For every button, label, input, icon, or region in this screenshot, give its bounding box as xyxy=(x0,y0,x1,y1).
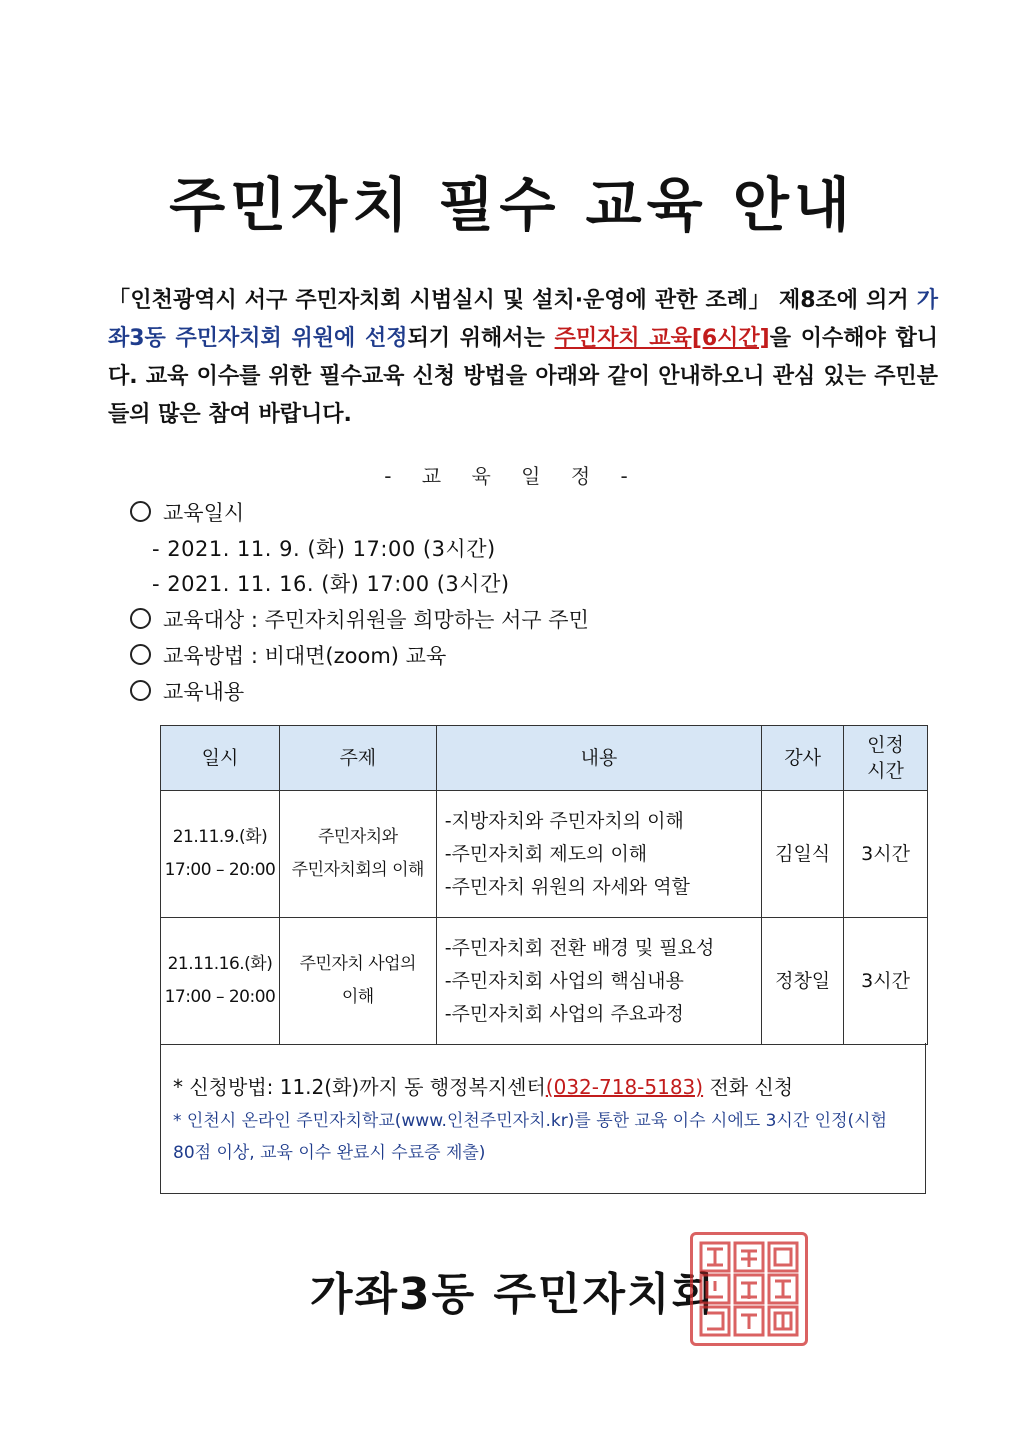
table-row xyxy=(161,918,928,1045)
row-hours: 3시간 xyxy=(844,791,928,918)
table-header-row xyxy=(161,726,928,791)
circle-bullet-icon xyxy=(130,644,151,665)
item-method-text: 교육방법 : 비대면(zoom) 교육 xyxy=(163,644,447,668)
date-line-2: - 2021. 11. 16. (화) 17:00 (3시간) xyxy=(152,572,510,596)
intro-highlight-blue: 가좌3동 주민자치회 위원에 선정 xyxy=(108,288,938,351)
header-topic: 주제 xyxy=(279,726,436,791)
date-line: 21.11.16.(화) xyxy=(167,954,273,974)
online-note: * 인천시 온라인 주민자치학교(www.인천주민자치.kr)를 통한 교육 이수 시에도 3시간 인정(시험 80점 이상, 교육 이수 완료시 수료증 제출) xyxy=(173,1111,887,1163)
date-line: 21.11.9.(화) xyxy=(172,827,268,847)
topic-line: 주민자치회의 이해 xyxy=(291,860,424,880)
content-line: -주민자치회 사업의 주요과정 xyxy=(444,1002,684,1025)
schedule-heading: - 교 육 일 정 - xyxy=(384,464,640,488)
time-line: 17:00 – 20:00 xyxy=(164,987,276,1007)
item-date-label: 교육일시 xyxy=(163,501,245,525)
item-content xyxy=(130,676,244,706)
row-instructor: 정창일 xyxy=(762,918,844,1045)
schedule-table xyxy=(160,725,928,1045)
intro-highlight-red: 주민자치 교육[6시간] xyxy=(554,326,770,351)
circle-bullet-icon xyxy=(130,608,151,629)
row-content xyxy=(436,918,762,1045)
table-row xyxy=(161,791,928,918)
header-date: 일시 xyxy=(161,726,280,791)
row-date xyxy=(161,918,280,1045)
topic-line: 주민자치 사업의 xyxy=(299,954,416,974)
header-content: 내용 xyxy=(436,726,762,791)
time-line: 17:00 – 20:00 xyxy=(164,860,276,880)
item-date xyxy=(130,497,244,527)
circle-bullet-icon xyxy=(130,501,151,522)
header-instructor: 강사 xyxy=(762,726,844,791)
intro-text-1: 「인천광역시 서구 주민자치회 시범실시 및 설치·운영에 관한 조례」 제8조에 의거 xyxy=(108,288,917,313)
header-hours-line2: 시간 xyxy=(867,760,904,782)
content-line: -주민자치회 제도의 이해 xyxy=(444,842,648,865)
item-method xyxy=(130,640,446,670)
notes-box xyxy=(160,1043,926,1194)
apply-phone: (032-718-5183) xyxy=(545,1075,704,1099)
apply-suffix: 전화 신청 xyxy=(703,1075,794,1099)
item-content-label: 교육내용 xyxy=(163,680,245,704)
intro-text-3: 을 이수해야 합니다. 교육 이수를 위한 필수교육 신청 방법을 아래와 같이 안내하오니 관심 있는 주민분들의 많은 참여 바랍니다. xyxy=(108,326,938,427)
intro-text-2: 되기 위해서는 xyxy=(407,326,555,351)
seal-pattern-icon xyxy=(693,1235,805,1343)
footer-organization: 가좌3동 주민자치회 xyxy=(310,1269,716,1320)
row-date xyxy=(161,791,280,918)
content-line: -주민자치회 전환 배경 및 필요성 xyxy=(444,936,715,959)
row-content xyxy=(436,791,762,918)
topic-line: 주민자치와 xyxy=(317,827,398,847)
page-title: 주민자치 필수 교육 안내 xyxy=(169,171,855,239)
official-seal-stamp xyxy=(690,1232,808,1346)
row-hours: 3시간 xyxy=(844,918,928,1045)
item-target-text: 교육대상 : 주민자치위원을 희망하는 서구 주민 xyxy=(163,608,589,632)
intro-paragraph xyxy=(108,282,938,434)
header-hours xyxy=(844,726,928,791)
item-target xyxy=(130,604,589,634)
content-line: -주민자치회 사업의 핵심내용 xyxy=(444,969,684,992)
row-instructor: 김일식 xyxy=(762,791,844,918)
row-topic xyxy=(279,918,436,1045)
content-line: -지방자치와 주민자치의 이해 xyxy=(444,809,684,832)
date-line-1: - 2021. 11. 9. (화) 17:00 (3시간) xyxy=(152,537,496,561)
apply-prefix: * 신청방법: 11.2(화)까지 동 행정복지센터 xyxy=(173,1075,546,1099)
header-hours-line1: 인정 xyxy=(867,734,904,756)
topic-line: 이해 xyxy=(341,987,374,1007)
apply-note xyxy=(173,1071,793,1100)
content-line: -주민자치 위원의 자세와 역할 xyxy=(444,875,690,898)
row-topic xyxy=(279,791,436,918)
circle-bullet-icon xyxy=(130,680,151,701)
